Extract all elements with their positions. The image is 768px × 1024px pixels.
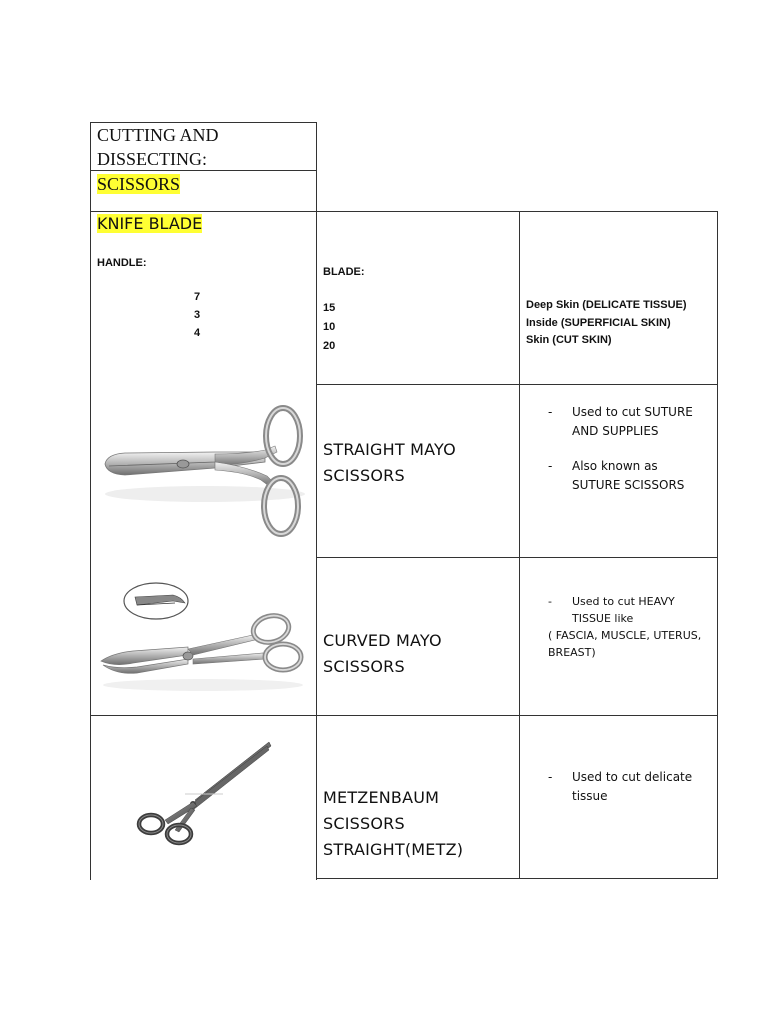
bullet-line: SUTURE SCISSORS [572, 477, 685, 492]
knife-blade-title [97, 212, 202, 236]
knife-blade-title-text: KNIFE BLADE [97, 214, 203, 233]
column-border-2 [519, 211, 520, 879]
blade-label: BLADE: [323, 266, 365, 278]
bullet-line: Also known as [572, 459, 658, 473]
table-border-right [717, 211, 718, 879]
bullet-dash: - [548, 595, 552, 608]
blade-sizes [323, 299, 335, 356]
instrument-name-line: STRAIGHT(METZ) [323, 840, 464, 859]
instrument-name-line: STRAIGHT MAYO [323, 440, 456, 459]
blade-uses [526, 297, 687, 350]
curved-mayo-name [323, 628, 442, 680]
bullet-line: TISSUE like [572, 612, 634, 625]
column-border-1 [316, 122, 317, 880]
header-subtitle [97, 172, 180, 196]
metzenbaum-scissors-icon [93, 722, 310, 872]
bullet-dash: - [548, 459, 553, 473]
bullet-line: tissue [572, 788, 608, 803]
metzenbaum-notes [548, 768, 713, 805]
instrument-name-line: METZENBAUM [323, 788, 440, 807]
bullet-item [548, 457, 713, 494]
row-border-2 [316, 557, 718, 558]
instrument-name-line: CURVED MAYO [323, 631, 442, 650]
straight-mayo-notes [548, 403, 713, 494]
curved-mayo-notes-extra [548, 627, 713, 661]
bullet-line: Used to cut delicate [572, 770, 693, 784]
instrument-name-line: SCISSORS [323, 814, 405, 833]
bullet-line: Used to cut SUTURE [572, 405, 693, 419]
metzenbaum-scissors-image [93, 722, 310, 872]
header-subtitle-text: SCISSORS [97, 174, 181, 194]
blade-use: Skin (CUT SKIN) [526, 334, 612, 346]
bullet-line: ( FASCIA, MUSCLE, UTERUS, [548, 629, 702, 642]
straight-mayo-scissors-image [95, 392, 310, 547]
bullet-dash: - [548, 405, 553, 419]
bullet-item [548, 593, 713, 627]
blade-size: 10 [323, 321, 336, 333]
instrument-name-line: SCISSORS [323, 657, 405, 676]
handle-sizes [194, 288, 214, 342]
header-title [97, 123, 312, 171]
curved-mayo-scissors-icon [93, 565, 310, 710]
bullet-item [548, 768, 713, 805]
handle-size: 4 [194, 327, 201, 339]
blade-use: Deep Skin (DELICATE TISSUE) [526, 299, 687, 311]
blade-use: Inside (SUPERFICIAL SKIN) [526, 316, 671, 329]
table-border-left [90, 122, 91, 880]
handle-label: HANDLE: [97, 257, 147, 269]
straight-mayo-name [323, 437, 456, 489]
metzenbaum-name [323, 785, 463, 863]
blade-size: 20 [323, 340, 336, 352]
curved-mayo-notes [548, 593, 713, 627]
header-title-text: CUTTING AND DISSECTING: [97, 125, 219, 169]
bullet-dash: - [548, 770, 553, 784]
bullet-line: AND SUPPLIES [572, 423, 659, 438]
bullet-item [548, 403, 713, 440]
row-border-3 [90, 715, 718, 716]
straight-mayo-scissors-icon [95, 392, 310, 547]
blade-size: 15 [323, 302, 336, 314]
table-border-bottom [316, 878, 718, 879]
handle-size: 3 [194, 309, 201, 321]
curved-mayo-scissors-image [93, 565, 310, 710]
instrument-name-line: SCISSORS [323, 466, 405, 485]
handle-size: 7 [194, 291, 201, 303]
bullet-line: Used to cut HEAVY [572, 595, 675, 608]
row-border-1 [316, 384, 718, 385]
bullet-line: BREAST) [548, 646, 596, 659]
